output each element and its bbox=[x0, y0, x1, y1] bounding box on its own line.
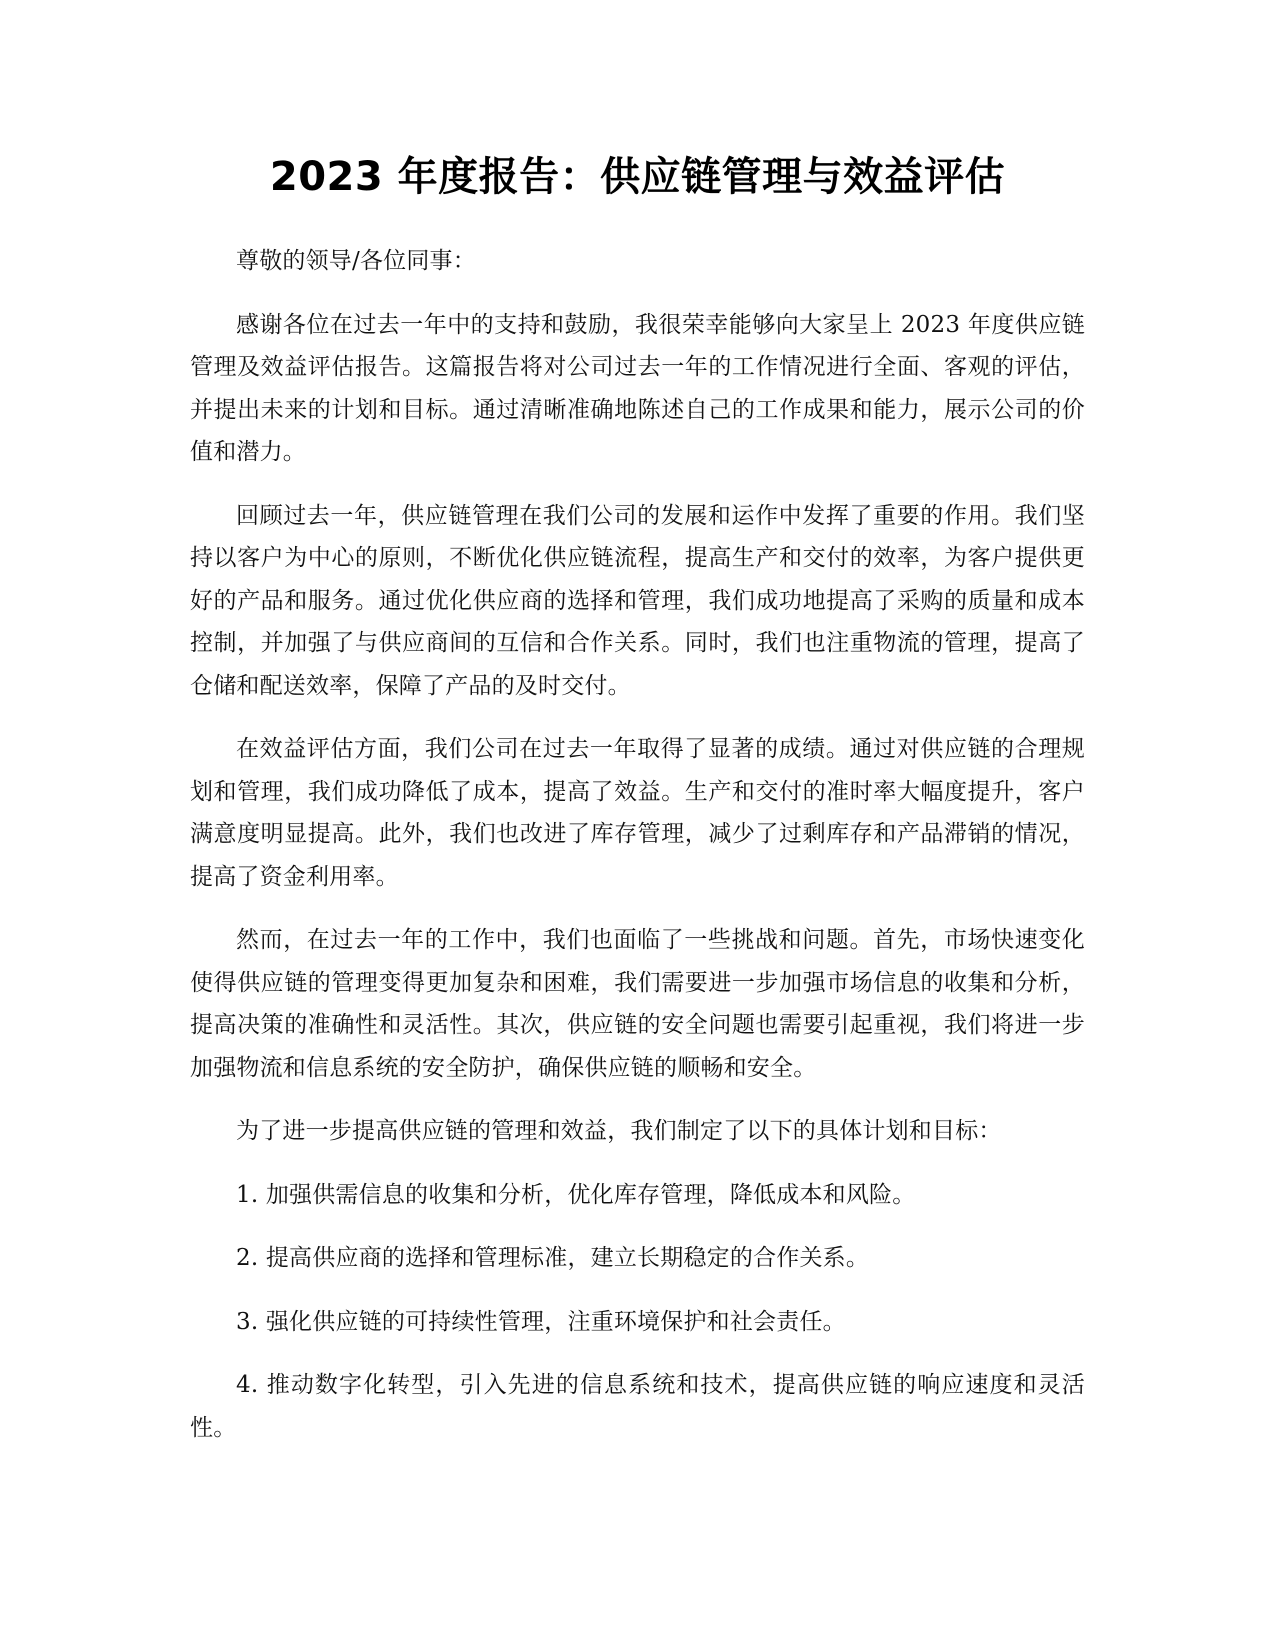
paragraph-intro: 感谢各位在过去一年中的支持和鼓励，我很荣幸能够向大家呈上 2023 年度供应链管理及效益评估报告。这篇报告将对公司过去一年的工作情况进行全面、客观的评估，并提出未来的计划和目标。通过清晰准确地陈述自己的工作成果和能力，展示公司的价值和潜力。 bbox=[190, 311, 1085, 465]
paragraph-challenges: 然而，在过去一年的工作中，我们也面临了一些挑战和问题。首先，市场快速变化使得供应链的管理变得更加复杂和困难，我们需要进一步加强市场信息的收集和分析，提高决策的准确性和灵活性。其次，供应链的安全问题也需要引起重视，我们将进一步加强物流和信息系统的安全防护，确保供应链的顺畅和安全。 bbox=[190, 927, 1085, 1081]
paragraph-benefit-evaluation: 在效益评估方面，我们公司在过去一年取得了显著的成绩。通过对供应链的合理规划和管理，我们成功降低了成本，提高了效益。生产和交付的准时率大幅度提升，客户满意度明显提高。此外，我们也改进了库存管理，减少了过剩库存和产品滞销的情况，提高了资金利用率。 bbox=[190, 736, 1085, 890]
plan-item-3: 3. 强化供应链的可持续性管理，注重环境保护和社会责任。 bbox=[236, 1308, 846, 1335]
plan-item-4: 4. 推动数字化转型，引入先进的信息系统和技术，提高供应链的响应速度和灵活性。 bbox=[190, 1372, 1085, 1441]
paragraph-plan-intro: 为了进一步提高供应链的管理和效益，我们制定了以下的具体计划和目标： bbox=[236, 1118, 1002, 1144]
salutation: 尊敬的领导/各位同事： bbox=[236, 248, 476, 274]
document-title: 2023 年度报告：供应链管理与效益评估 bbox=[269, 154, 1006, 200]
plan-item-2: 2. 提高供应商的选择和管理标准，建立长期稳定的合作关系。 bbox=[236, 1245, 870, 1271]
paragraph-review: 回顾过去一年，供应链管理在我们公司的发展和运作中发挥了重要的作用。我们坚持以客户为中心的原则，不断优化供应链流程，提高生产和交付的效率，为客户提供更好的产品和服务。通过优化供应商的选择和管理，我们成功地提高了采购的质量和成本控制，并加强了与供应商间的互信和合作关系。同时，我们也注重物流的管理，提高了仓储和配送效率，保障了产品的及时交付。 bbox=[190, 502, 1085, 699]
plan-item-1: 1. 加强供需信息的收集和分析，优化库存管理，降低成本和风险。 bbox=[236, 1181, 916, 1208]
